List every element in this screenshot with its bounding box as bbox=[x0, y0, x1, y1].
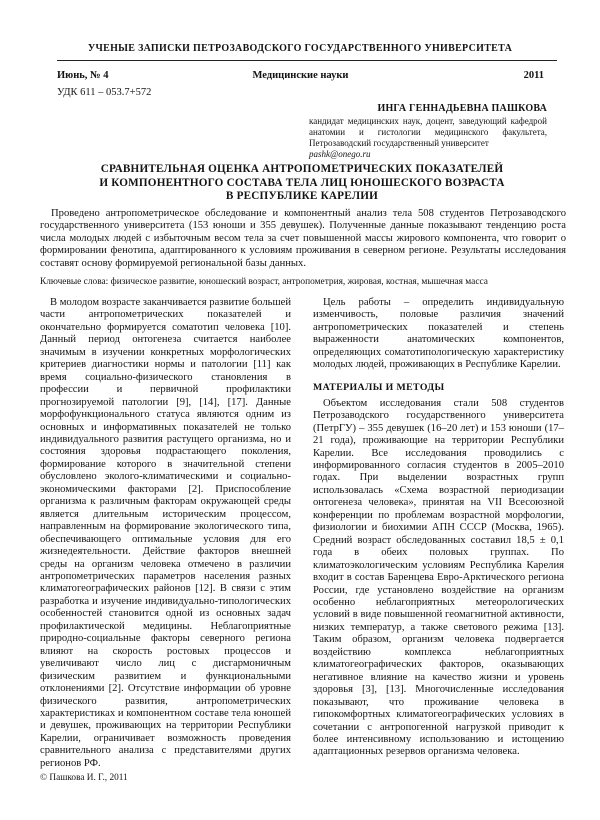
issue-month-number: Июнь, № 4 bbox=[57, 70, 109, 81]
article-title bbox=[40, 163, 564, 204]
author-affiliation: кандидат медицинских наук, доцент, заведующий кафедрой анатомии и гистологии медицинского факультета, Петрозаводский государственный университет bbox=[309, 116, 547, 148]
methods-section-heading: МАТЕРИАЛЫ И МЕТОДЫ bbox=[313, 381, 445, 393]
udc-code: УДК 611 – 053.7+572 bbox=[57, 87, 152, 98]
intro-paragraph: В молодом возрасте заканчивается развитие большей части антропометрических показателей и окончательно формируется соматотип человека [10]. Данный период онтогенеза считается наиболее значимым в изучении конкретных морфологических критериев диагностики нормы и патологии [11] как время социально-физического становления в профессии и первичной профилактики прогнозируемой патологии [9], [14], [17]. Данные морфофункционального статуса являются одним из основных и информативных показателей не только индивидуального развития растущего организма, но и состояния здоровья подрастающего поколения, формирование которого в значительной степени обусловлено эколого-климатическими и социально-экономическими факторами [2]. Приспособление организма к различным факторам окружающей среды является длительным историческим процессом, направленным на формирование экологического типа, обеспечивающего оптимальные условия для его жизнедеятельности. Действие факторов внешней среды на организм человека отмечено в различии антропометрических параметров населения разных климатогеографических районов [12]. В связи с этим разработка и изучение индивидуально-типологических особенностей становится одной из основных задач профилактической медицины. Неблагоприятные природно-социальные факторы северного региона влияют на скорость ростовых процессов и увеличивают число лиц с дисгармоничным физическим развитием и функциональными отклонениями [2]. Отсутствие информации об уровне физического развития, антропометрических характеристиках и компонентном составе тела юношей и девушек, проживающих на территории Республики Карелии, ограничивает возможность проведения сравнительного анализа с представителями других регионов РФ. bbox=[40, 297, 291, 769]
keywords-list: физическое развитие, юношеский возраст, антропометрия, жировая, костная, мышечная масса bbox=[110, 277, 488, 287]
abstract-text: Проведено антропометрическое обследование и компонентный анализ тела 508 студентов Петрозаводского государственного университета (153 юноши и 355 девушек). Полученные данные показывают тенденцию роста числа молодых людей с избыточным весом тела за счет повышенной массы жирового компонента, что говорит о формировании фенотипа, адаптированного к условиям проживания в северном регионе. Результаты исследования составят основу формируемой региональной базы данных. bbox=[40, 208, 566, 269]
article-title-line-3: В РЕСПУБЛИКЕ КАРЕЛИИ bbox=[225, 190, 379, 203]
methods-paragraph: Объектом исследования стали 508 студентов Петрозаводского государственного университета (ПетрГУ) – 355 девушек (16–20 лет) и 153 юноши (17–21 года), проживающие на территории Республики Карелии. Все исследования проводились с информированного согласия студентов в 2005–2010 годах. При выделении возрастных групп использовалась «Схема возрастной периодизации онтогенеза человека», принятая на VII Всесоюзной конференции по проблемам возрастной морфологии, физиологии и биохимии АПН СССР (Москва, 1965). Средний возраст обследованных составил 18,5 ± 0,1 года в обеих половых группах. По климатоэкологическим условиям Республика Карелия входит в состав Баренцева Евро-Арктического региона России, где установлено воздействие на организм особенно неблагоприятных метеорологических условий в виде повышенной геомагнитной активности, низких температур, а также светового режима [13]. Таким образом, организм человека подвергается воздействию комплекса неблагоприятных климатогеографических факторов, оказывающих негативное влияние на качество жизни и уровень здоровья [3], [13]. Многочисленные исследования показывают, что проживание человека в гипокомфортных климатогеографических условиях в сочетании с антропогенной нагрузкой приводит к более интенсивному использованию и истощению адаптационных резервов организма человека. bbox=[313, 397, 564, 758]
right-column bbox=[313, 297, 564, 783]
author-name: ИНГА ГЕННАДЬЕВНА ПАШКОВА bbox=[377, 103, 547, 114]
article-title-line-2: И КОМПОНЕНТНОГО СОСТАВА ТЕЛА ЛИЦ ЮНОШЕСКОГО ВОЗРАСТА bbox=[99, 176, 505, 189]
issue-info-line bbox=[57, 70, 544, 81]
left-column bbox=[40, 297, 291, 783]
copyright-note: © Пашкова И. Г., 2011 bbox=[40, 773, 128, 784]
keywords-line bbox=[40, 277, 566, 287]
article-title-line-1: СРАВНИТЕЛЬНАЯ ОЦЕНКА АНТРОПОМЕТРИЧЕСКИХ ПОКАЗАТЕЛЕЙ bbox=[100, 163, 504, 175]
keywords-label: Ключевые слова: bbox=[40, 277, 109, 287]
journal-header-title: УЧЕНЫЕ ЗАПИСКИ ПЕТРОЗАВОДСКОГО ГОСУДАРСТВЕННОГО УНИВЕРСИТЕТА bbox=[87, 43, 513, 54]
header-divider bbox=[57, 60, 557, 61]
author-email: pashk@onego.ru bbox=[309, 148, 371, 159]
journal-section-name: Медицинские науки bbox=[252, 70, 349, 81]
body-columns bbox=[40, 297, 564, 783]
aim-paragraph: Цель работы – определить индивидуальную изменчивость, половые различия значений антропометрических показателей и степень выраженности анатомических компонентов, определяющих соматотипологическую характеристику молодых людей, проживающих в Республике Карелии. bbox=[313, 297, 564, 371]
issue-year: 2011 bbox=[523, 70, 544, 81]
author-block bbox=[309, 103, 547, 159]
